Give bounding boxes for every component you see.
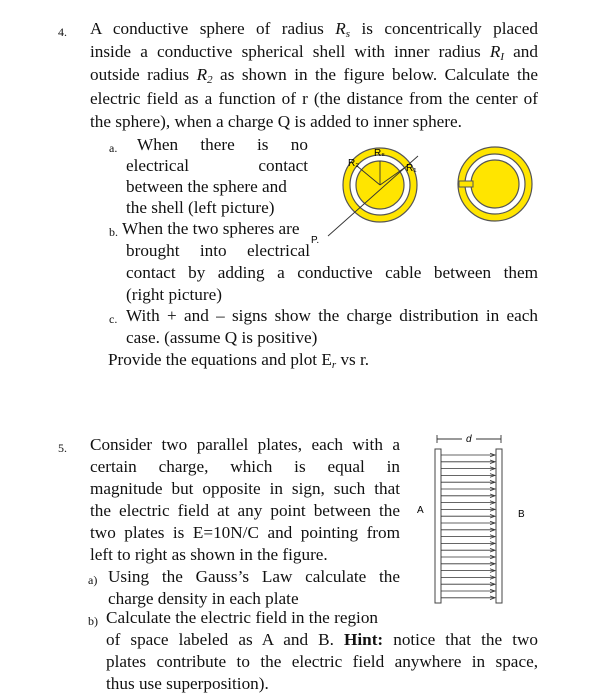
left-plate bbox=[435, 449, 441, 603]
item-a-line-1: When there is no bbox=[137, 135, 308, 154]
label-b: B bbox=[518, 509, 525, 520]
parallel-plates-figure bbox=[400, 425, 540, 605]
label-a: A bbox=[417, 505, 424, 516]
problem-4-line-4: electric field as a function of r (the distance from the center of bbox=[90, 89, 538, 108]
item-b-line-3: contact by adding a conductive cable between them bbox=[126, 263, 538, 282]
problem-4-closing: Provide the equations and plot $E_r$ vs r. bbox=[108, 350, 370, 371]
problem-4-number: 4. bbox=[58, 25, 67, 39]
label-r2: R₂ bbox=[348, 158, 360, 169]
problem-5-line-1: Consider two parallel plates, each with a bbox=[90, 435, 400, 454]
item-c-line-1: With + and – signs show the charge distribution in each bbox=[126, 306, 538, 325]
problem-5-line-4: the electric field at any point between the bbox=[90, 501, 400, 520]
p5-item-a-marker: a) bbox=[88, 573, 98, 587]
item-a-marker: a. bbox=[109, 141, 118, 155]
item-c-line-2: case. (assume Q is positive) bbox=[126, 328, 318, 347]
problem-5-line-3: magnitude but opposite in sign, such that bbox=[90, 479, 400, 498]
p5-item-b-line-2: of space labeled as A and B. Hint: notice that the two bbox=[106, 630, 538, 649]
item-c-marker: c. bbox=[109, 312, 118, 326]
item-a-line-4: the shell (left picture) bbox=[126, 198, 275, 217]
label-r1: R₁ bbox=[406, 163, 417, 174]
problem-5-line-6: left to right as shown in the figure. bbox=[90, 545, 328, 564]
field-lines bbox=[441, 453, 495, 599]
item-b-marker: b. bbox=[109, 225, 118, 239]
problem-4-line-3: outside radius $R_2$ as shown in the figure below. Calculate the bbox=[90, 65, 539, 86]
conductive-cable bbox=[459, 181, 473, 187]
label-p: P. bbox=[311, 235, 320, 246]
p5-item-a-line-1: Using the Gauss’s Law calculate the bbox=[108, 567, 400, 586]
label-d: d bbox=[466, 434, 472, 445]
problem-4-line-5: the sphere), when a charge Q is added to inner sphere. bbox=[90, 112, 462, 131]
p5-item-b-line-3: plates contribute to the electric field anywhere in space, bbox=[106, 652, 538, 671]
item-b-line-4: (right picture) bbox=[126, 285, 222, 304]
right-plate bbox=[496, 449, 502, 603]
item-b-line-2: brought into electrical bbox=[126, 241, 310, 260]
item-a-line-2: electrical contact bbox=[126, 156, 308, 175]
spheres-figure bbox=[300, 140, 540, 255]
p5-item-b-marker: b) bbox=[88, 614, 98, 628]
problem-5-number: 5. bbox=[58, 441, 67, 455]
right-inner-sphere bbox=[471, 160, 519, 208]
p5-item-b-line-4: thus use superposition). bbox=[106, 674, 269, 693]
p5-item-a-line-2: charge density in each plate bbox=[108, 589, 299, 608]
label-rs: Rₛ bbox=[374, 148, 385, 159]
problem-4-line-1: A conductive sphere of radius $R_s$ is concentrically placed bbox=[90, 19, 539, 40]
problem-4-line-2: inside a conductive spherical shell with inner radius $R_I$ and bbox=[90, 42, 538, 63]
p5-item-b-line-1: Calculate the electric field in the region bbox=[106, 608, 379, 627]
item-a-line-3: between the sphere and bbox=[126, 177, 287, 196]
problem-5-line-5: two plates is E=10N/C and pointing from bbox=[90, 523, 400, 542]
item-b-line-1: When the two spheres are bbox=[122, 219, 300, 238]
problem-5-line-2: certain charge, which is equal in bbox=[90, 457, 400, 476]
